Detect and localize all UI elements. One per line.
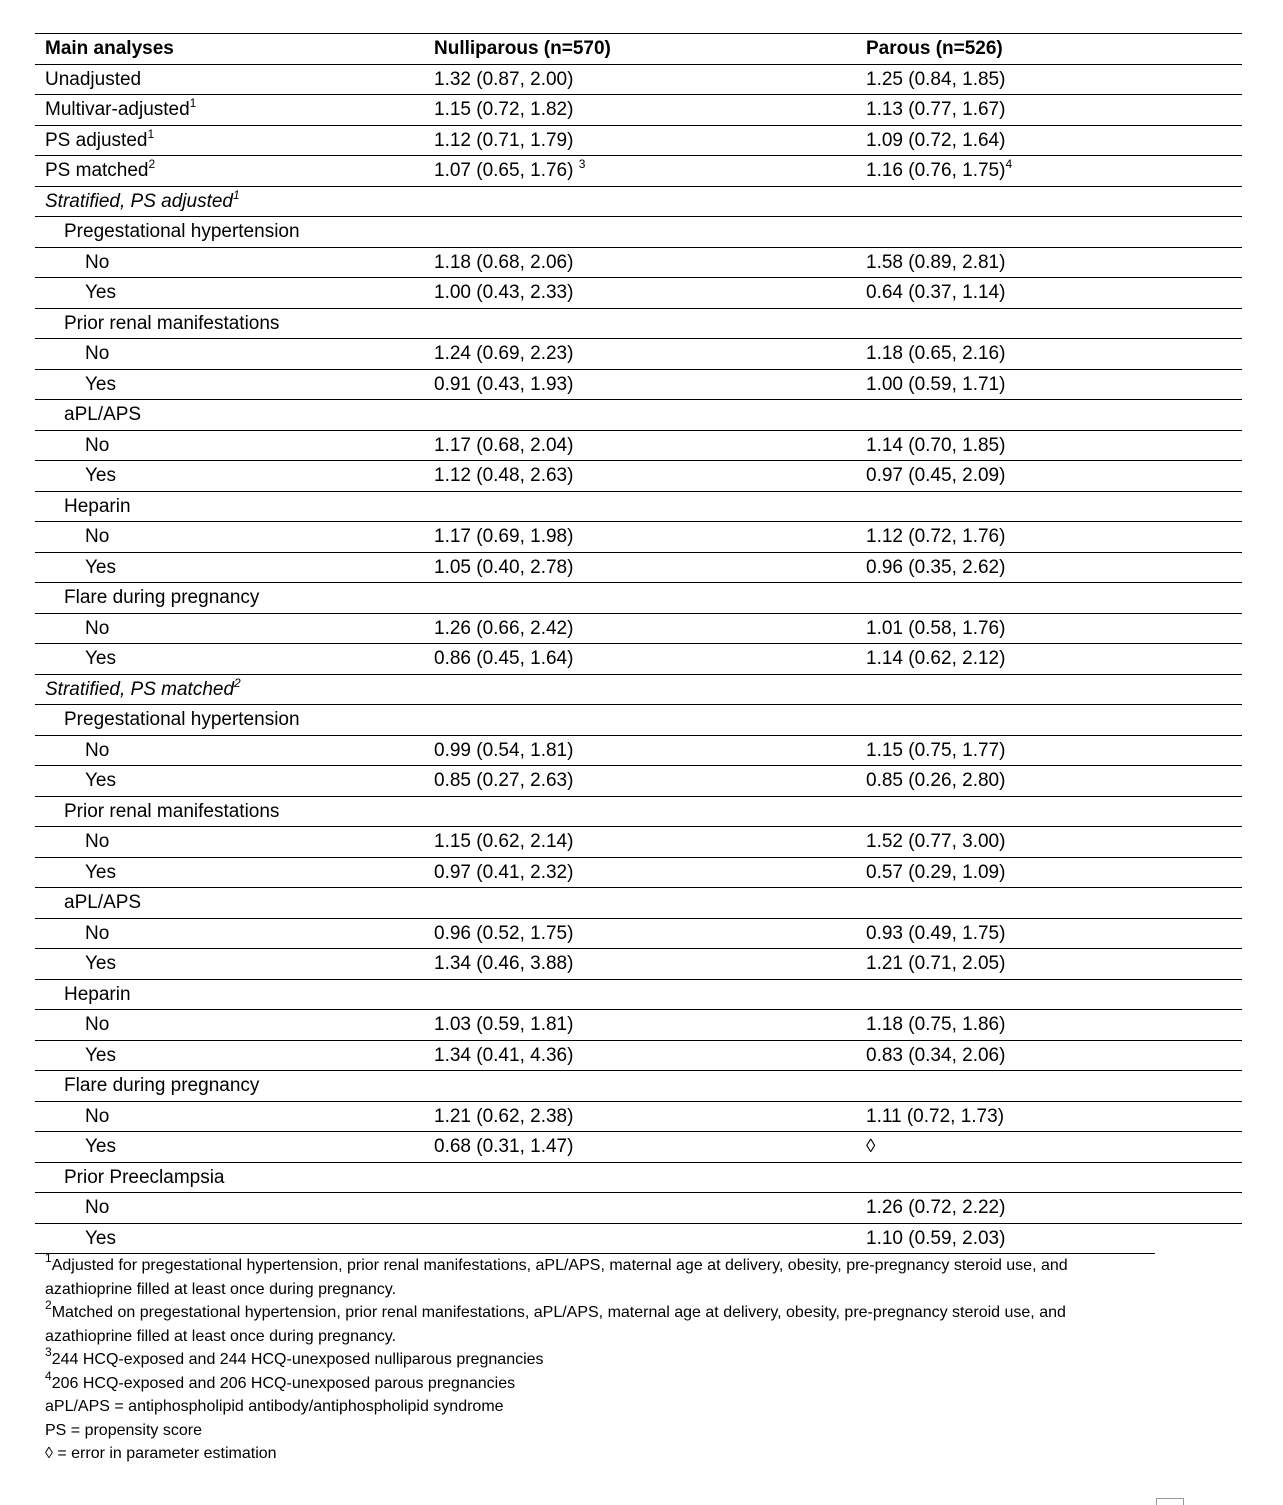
nulliparous-value <box>434 736 573 766</box>
estimate-text: 0.96 (0.52, 1.75) <box>434 922 574 944</box>
row-label-text: Stratified, PS adjusted <box>45 190 233 212</box>
table-row <box>35 1163 1242 1194</box>
footnote-item <box>45 1395 1155 1419</box>
row-label-text: Heparin <box>64 495 131 517</box>
parous-value <box>866 65 1005 95</box>
row-label-text: Yes <box>85 282 116 303</box>
row-label-text: Yes <box>85 861 116 883</box>
estimate-text: 1.01 (0.58, 1.76) <box>866 617 1006 639</box>
table-row <box>35 980 1242 1011</box>
row-label <box>64 888 141 918</box>
estimate-text: 1.24 (0.69, 2.23) <box>434 343 574 364</box>
footnote-item <box>45 1345 1155 1372</box>
row-label <box>85 431 109 461</box>
header-nulliparous: Nulliparous (n=570) <box>434 38 611 59</box>
table-row <box>35 614 1242 645</box>
estimate-text: 1.07 (0.65, 1.76) <box>434 160 579 181</box>
table-row <box>35 1071 1242 1102</box>
row-label <box>64 1163 225 1193</box>
row-label <box>64 980 131 1010</box>
table-row <box>35 675 1242 706</box>
nulliparous-value <box>434 65 573 95</box>
footnote-item <box>45 1442 1155 1466</box>
table-row <box>35 858 1242 889</box>
table-row <box>35 370 1242 401</box>
row-label-text: Pregestational hypertension <box>64 221 300 242</box>
row-label-text: aPL/APS <box>64 892 142 913</box>
row-label <box>45 65 141 95</box>
estimate-text: 1.18 (0.68, 2.06) <box>434 251 574 273</box>
row-label <box>85 1102 109 1132</box>
nulliparous-value <box>434 614 573 644</box>
row-label-text: No <box>85 1014 110 1035</box>
table-row <box>35 583 1242 614</box>
parous-value <box>866 919 1005 949</box>
row-label-text: No <box>85 1197 110 1218</box>
footnote-number: 3 <box>45 1345 52 1359</box>
row-label <box>64 705 300 735</box>
table-row <box>35 248 1242 279</box>
estimate-text: 0.86 (0.45, 1.64) <box>434 648 574 669</box>
table-row <box>35 705 1242 736</box>
table-row <box>35 339 1242 370</box>
table-row <box>35 1193 1242 1224</box>
table-row <box>35 766 1242 797</box>
table-row <box>35 400 1242 431</box>
footnote-ref: 1 <box>147 126 155 141</box>
row-label-text: Stratified, PS matched <box>45 678 235 700</box>
footnote-text: Matched on pregestational hypertension, prior renal manifestations, aPL/APS, maternal age at delivery, obesity, pre-pregnancy steroid use, and azathioprine filled at least once during pregnancy. <box>45 1304 1066 1345</box>
estimate-text: 1.52 (0.77, 3.00) <box>866 831 1006 852</box>
estimate-text: 1.00 (0.43, 2.33) <box>434 282 574 303</box>
nulliparous-value <box>434 370 573 400</box>
parous-value <box>866 248 1005 278</box>
row-label <box>45 126 154 156</box>
table-row <box>35 553 1242 584</box>
table-row <box>35 522 1242 553</box>
row-label-text: No <box>85 526 110 547</box>
row-label-text: Unadjusted <box>45 68 142 90</box>
row-label <box>85 919 109 949</box>
row-label <box>85 339 109 369</box>
footnote-number: 4 <box>45 1368 52 1383</box>
estimate-text: 1.15 (0.75, 1.77) <box>866 739 1006 761</box>
nulliparous-value <box>434 1102 573 1132</box>
row-label <box>85 1010 109 1040</box>
footnote-ref: 1 <box>233 187 240 202</box>
footnote-ref: 2 <box>234 675 241 690</box>
parous-value <box>866 461 1005 491</box>
table-row <box>35 187 1242 218</box>
estimate-text: 1.15 (0.62, 2.14) <box>434 831 574 852</box>
table-row <box>35 919 1242 950</box>
estimate-text: 1.25 (0.84, 1.85) <box>866 68 1006 90</box>
row-label <box>85 827 109 857</box>
row-label-text: Yes <box>85 1227 116 1249</box>
footnote-ref: 4 <box>1005 157 1013 171</box>
row-label-text: No <box>85 343 110 364</box>
parous-value <box>866 1102 1004 1132</box>
estimate-text: 0.85 (0.26, 2.80) <box>866 770 1006 791</box>
table-row <box>35 827 1242 858</box>
estimate-text: 0.83 (0.34, 2.06) <box>866 1044 1006 1066</box>
table-row <box>35 126 1242 157</box>
footnote-text: PS = propensity score <box>45 1421 202 1439</box>
row-label <box>85 248 109 278</box>
row-label <box>85 1132 116 1162</box>
nulliparous-value <box>434 522 573 552</box>
row-label <box>85 461 116 491</box>
row-label <box>85 736 109 766</box>
parous-value <box>866 95 1005 125</box>
nulliparous-value <box>434 278 573 308</box>
nulliparous-value <box>434 644 573 674</box>
footnote-text: aPL/APS = antiphospholipid antibody/antiphospholipid syndrome <box>45 1398 504 1415</box>
table-row <box>35 888 1242 919</box>
parous-value <box>866 1010 1005 1040</box>
table-row <box>35 1132 1242 1163</box>
row-label-text: PS adjusted <box>45 129 148 151</box>
row-label-text: No <box>85 922 110 944</box>
row-label <box>85 1041 116 1071</box>
estimate-text: 1.11 (0.72, 1.73) <box>866 1105 1005 1127</box>
estimate-text: 0.91 (0.43, 1.93) <box>434 373 574 395</box>
estimate-text: 0.64 (0.37, 1.14) <box>866 282 1006 303</box>
footnote-text: 206 HCQ-exposed and 206 HCQ-unexposed parous pregnancies <box>51 1374 516 1392</box>
estimate-text: 0.97 (0.41, 2.32) <box>434 861 574 883</box>
row-label-text: No <box>85 617 110 639</box>
row-label <box>45 187 240 217</box>
row-label <box>85 644 116 674</box>
row-label <box>85 522 109 552</box>
row-label-text: PS matched <box>45 160 149 181</box>
row-label-text: No <box>85 739 110 761</box>
footnote-item <box>45 1419 1155 1443</box>
footnote-item <box>45 1368 1155 1396</box>
row-label <box>64 583 259 613</box>
table-row <box>35 1224 1242 1254</box>
row-label-text: Yes <box>85 373 116 395</box>
nulliparous-value <box>434 1010 573 1040</box>
footnote-text: 244 HCQ-exposed and 244 HCQ-unexposed nulliparous pregnancies <box>51 1351 544 1368</box>
parous-value <box>866 431 1005 461</box>
estimate-text: ◊ <box>866 1136 876 1157</box>
row-label-text: Flare during pregnancy <box>64 1075 260 1096</box>
nulliparous-value <box>434 431 573 461</box>
row-label-text: Yes <box>85 770 116 791</box>
parous-value <box>866 766 1005 796</box>
estimate-text: 1.00 (0.59, 1.71) <box>866 373 1006 395</box>
estimate-text: 1.12 (0.71, 1.79) <box>434 129 574 151</box>
footnote-number: 1 <box>45 1251 52 1265</box>
table-row <box>35 1041 1242 1072</box>
table-row <box>35 949 1242 980</box>
parous-value <box>866 339 1005 369</box>
estimate-text: 1.13 (0.77, 1.67) <box>866 99 1006 120</box>
footnote-text: ◊ = error in parameter estimation <box>45 1445 277 1462</box>
estimate-text: 1.15 (0.72, 1.82) <box>434 99 574 120</box>
estimate-text: 1.03 (0.59, 1.81) <box>434 1014 574 1035</box>
table-row <box>35 461 1242 492</box>
nulliparous-value <box>434 339 573 369</box>
estimate-text: 0.85 (0.27, 2.63) <box>434 770 574 791</box>
row-label <box>45 675 241 705</box>
parous-value <box>866 278 1005 308</box>
row-label-text: Pregestational hypertension <box>64 709 300 730</box>
estimate-text: 1.26 (0.72, 2.22) <box>866 1197 1006 1218</box>
footnote-item <box>45 1298 1155 1348</box>
table-row <box>35 65 1242 96</box>
estimate-text: 1.32 (0.87, 2.00) <box>434 68 574 90</box>
estimate-text: 1.21 (0.62, 2.38) <box>434 1105 574 1127</box>
estimate-text: 0.96 (0.35, 2.62) <box>866 556 1006 578</box>
nulliparous-value <box>434 553 573 583</box>
estimate-text: 0.93 (0.49, 1.75) <box>866 922 1006 944</box>
row-label <box>85 614 109 644</box>
estimate-text: 1.18 (0.75, 1.86) <box>866 1014 1006 1035</box>
row-label-text: aPL/APS <box>64 404 142 425</box>
table-row <box>35 492 1242 523</box>
estimate-text: 1.18 (0.65, 2.16) <box>866 343 1006 364</box>
row-label-text: No <box>85 434 110 456</box>
row-label <box>85 1224 116 1254</box>
parous-value <box>866 736 1005 766</box>
parous-value <box>866 522 1005 552</box>
row-label <box>85 858 116 888</box>
nulliparous-value <box>434 95 573 125</box>
row-label <box>64 797 279 827</box>
parous-value <box>866 644 1005 674</box>
footnote-item <box>45 1251 1155 1301</box>
table-row <box>35 431 1242 462</box>
row-label-text: Heparin <box>64 983 131 1005</box>
parous-value <box>866 1132 875 1162</box>
estimate-text: 1.14 (0.70, 1.85) <box>866 434 1006 456</box>
row-label-text: Yes <box>85 1136 116 1157</box>
row-label-text: Yes <box>85 648 116 669</box>
parous-value <box>866 858 1005 888</box>
row-label-text: No <box>85 251 110 273</box>
nulliparous-value <box>434 858 573 888</box>
footnote-ref: 3 <box>578 157 586 171</box>
footnote-number: 2 <box>45 1298 52 1312</box>
estimate-text: 1.58 (0.89, 2.81) <box>866 251 1006 273</box>
row-label <box>45 95 196 125</box>
parous-value <box>866 614 1005 644</box>
row-label-text: Yes <box>85 1044 116 1066</box>
table-row <box>35 797 1242 828</box>
row-label-text: Prior renal manifestations <box>64 312 280 334</box>
row-label <box>85 766 116 796</box>
table-row <box>35 1102 1242 1133</box>
estimate-text: 1.34 (0.46, 3.88) <box>434 953 574 974</box>
nulliparous-value <box>434 766 573 796</box>
nulliparous-value <box>434 1132 573 1162</box>
nulliparous-value <box>434 919 573 949</box>
estimate-text: 1.09 (0.72, 1.64) <box>866 129 1006 151</box>
row-label <box>64 492 131 522</box>
estimate-text: 1.34 (0.41, 4.36) <box>434 1044 574 1066</box>
parous-value <box>866 553 1005 583</box>
table-row <box>35 156 1242 187</box>
parous-value <box>866 126 1005 156</box>
parous-value <box>866 1041 1005 1071</box>
row-label <box>64 217 300 247</box>
row-label-text: Multivar-adjusted <box>45 99 190 120</box>
header-parous: Parous (n=526) <box>866 38 1003 59</box>
estimate-text: 1.21 (0.71, 2.05) <box>866 953 1006 974</box>
table-row <box>35 309 1242 340</box>
estimate-text: 0.99 (0.54, 1.81) <box>434 739 574 761</box>
estimate-text: 1.26 (0.66, 2.42) <box>434 617 574 639</box>
row-label <box>85 1193 109 1223</box>
footnote-ref: 2 <box>148 157 156 171</box>
nulliparous-value <box>434 1041 573 1071</box>
row-label <box>85 278 116 308</box>
nulliparous-value <box>434 126 573 156</box>
estimate-text: 1.05 (0.40, 2.78) <box>434 556 574 578</box>
parous-value <box>866 1193 1005 1223</box>
footnotes <box>45 1251 1155 1466</box>
row-label <box>85 553 116 583</box>
parous-value <box>866 1224 1005 1254</box>
row-label <box>85 370 116 400</box>
row-label-text: Flare during pregnancy <box>64 587 260 608</box>
estimate-text: 0.97 (0.45, 2.09) <box>866 465 1006 486</box>
table-row <box>35 278 1242 309</box>
row-label-text: Yes <box>85 465 116 486</box>
footnote-text: Adjusted for pregestational hypertension, prior renal manifestations, aPL/APS, maternal age at delivery, obesity, pre-pregnancy steroid use, and azathioprine filled at least once during pregnancy. <box>45 1257 1068 1298</box>
row-label <box>64 400 141 430</box>
parous-value <box>866 156 1012 186</box>
row-label <box>64 1071 259 1101</box>
row-label-text: No <box>85 831 110 852</box>
nulliparous-value <box>434 461 573 491</box>
row-label <box>64 309 279 339</box>
estimate-text: 1.17 (0.68, 2.04) <box>434 434 574 456</box>
estimate-text: 0.57 (0.29, 1.09) <box>866 861 1006 883</box>
row-label <box>45 156 155 186</box>
nulliparous-value <box>434 827 573 857</box>
table-header-row <box>35 34 1242 65</box>
parous-value <box>866 949 1005 979</box>
header-main-analyses: Main analyses <box>45 38 174 59</box>
parous-value <box>866 370 1005 400</box>
nulliparous-value <box>434 156 585 186</box>
parous-value <box>866 827 1005 857</box>
nulliparous-value <box>434 248 573 278</box>
table-row <box>35 95 1242 126</box>
nulliparous-value <box>434 949 573 979</box>
estimate-text: 0.68 (0.31, 1.47) <box>434 1136 574 1157</box>
table-row <box>35 736 1242 767</box>
footnote-ref: 1 <box>189 96 197 110</box>
row-label-text: Yes <box>85 556 116 578</box>
estimate-text: 1.17 (0.69, 1.98) <box>434 526 574 547</box>
row-label-text: Prior Preeclampsia <box>64 1166 225 1188</box>
table-row <box>35 644 1242 675</box>
estimate-text: 1.14 (0.62, 2.12) <box>866 648 1006 669</box>
row-label-text: Prior renal manifestations <box>64 800 280 822</box>
results-table <box>35 33 1242 1253</box>
estimate-text: 1.12 (0.72, 1.76) <box>866 526 1006 547</box>
table-row <box>35 1010 1242 1041</box>
row-label <box>85 949 116 979</box>
estimate-text: 1.10 (0.59, 2.03) <box>866 1227 1006 1249</box>
table-row <box>35 217 1242 248</box>
estimate-text: 1.16 (0.76, 1.75) <box>866 160 1006 181</box>
row-label-text: Yes <box>85 953 116 974</box>
row-label-text: No <box>85 1105 110 1127</box>
estimate-text: 1.12 (0.48, 2.63) <box>434 465 574 486</box>
